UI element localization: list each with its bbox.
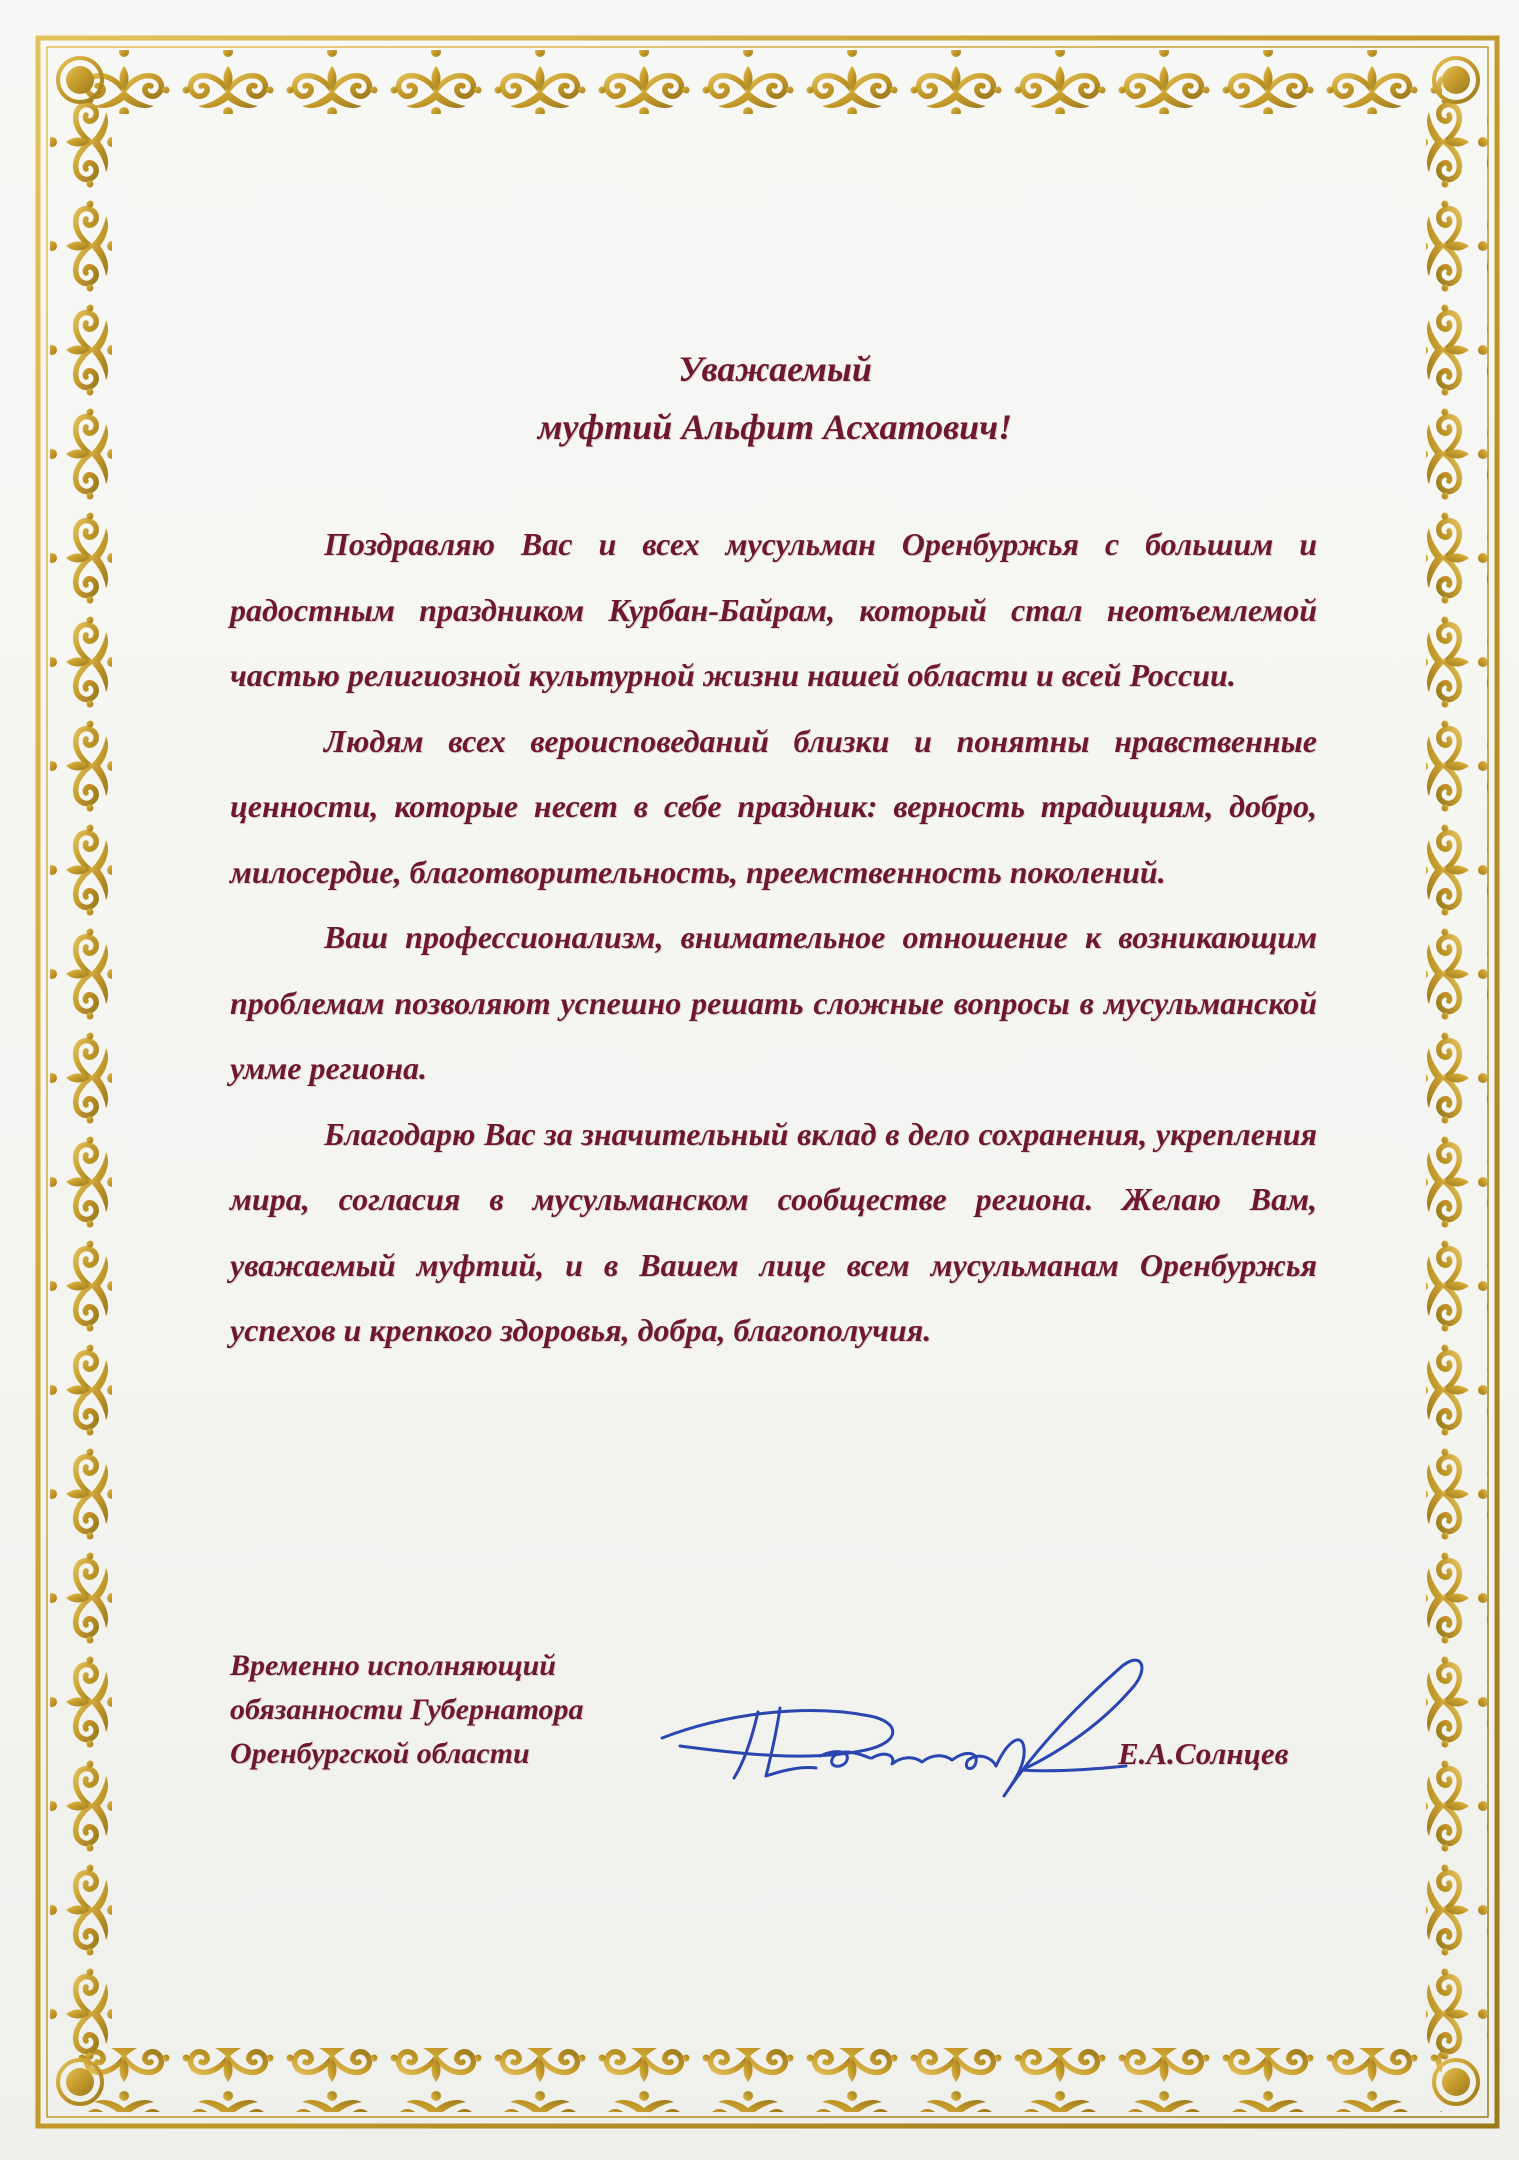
signatory-line-3: Оренбургской области: [230, 1737, 530, 1770]
handwritten-signature-icon: [640, 1620, 1160, 1820]
signatory-line-2: обязанности Губернатора: [230, 1693, 584, 1726]
salutation-line-1: Уважаемый: [678, 349, 872, 389]
salutation-line-2: муфтий Альфит Асхатович!: [537, 407, 1013, 447]
body-paragraph-4: Благодарю Вас за значительный вклад в дело сохранения, укрепления мира, согласия в мусульманском сообществе региона. Желаю Вам, уважаемый муфтий, и в Вашем лице всем мусульманам Оренбуржья успехов и крепкого здоровья, добра, благополучия.: [230, 1115, 1317, 1348]
signatory-line-1: Временно исполняющий: [230, 1649, 556, 1682]
letter-body: [230, 512, 1317, 1364]
signer-name: Е.А.Солнцев: [1118, 1736, 1289, 1771]
letter-salutation: [230, 340, 1320, 456]
body-paragraph-2: Людям всех вероисповеданий близки и понятны нравственные ценности, которые несет в себе праздник: верность традициям, добро, милосердие, благотворительность, преемственность поколений.: [230, 722, 1317, 890]
body-paragraph-1: Поздравляю Вас и всех мусульман Оренбуржья с большим и радостным праздником Курбан-Байрам, который стал неотъемлемой частью религиозной культурной жизни нашей области и всей России.: [230, 526, 1317, 693]
body-paragraph-3: Ваш профессионализм, внимательное отношение к возникающим проблемам позволяют успешно решать сложные вопросы в мусульманской умме региона.: [230, 919, 1317, 1086]
